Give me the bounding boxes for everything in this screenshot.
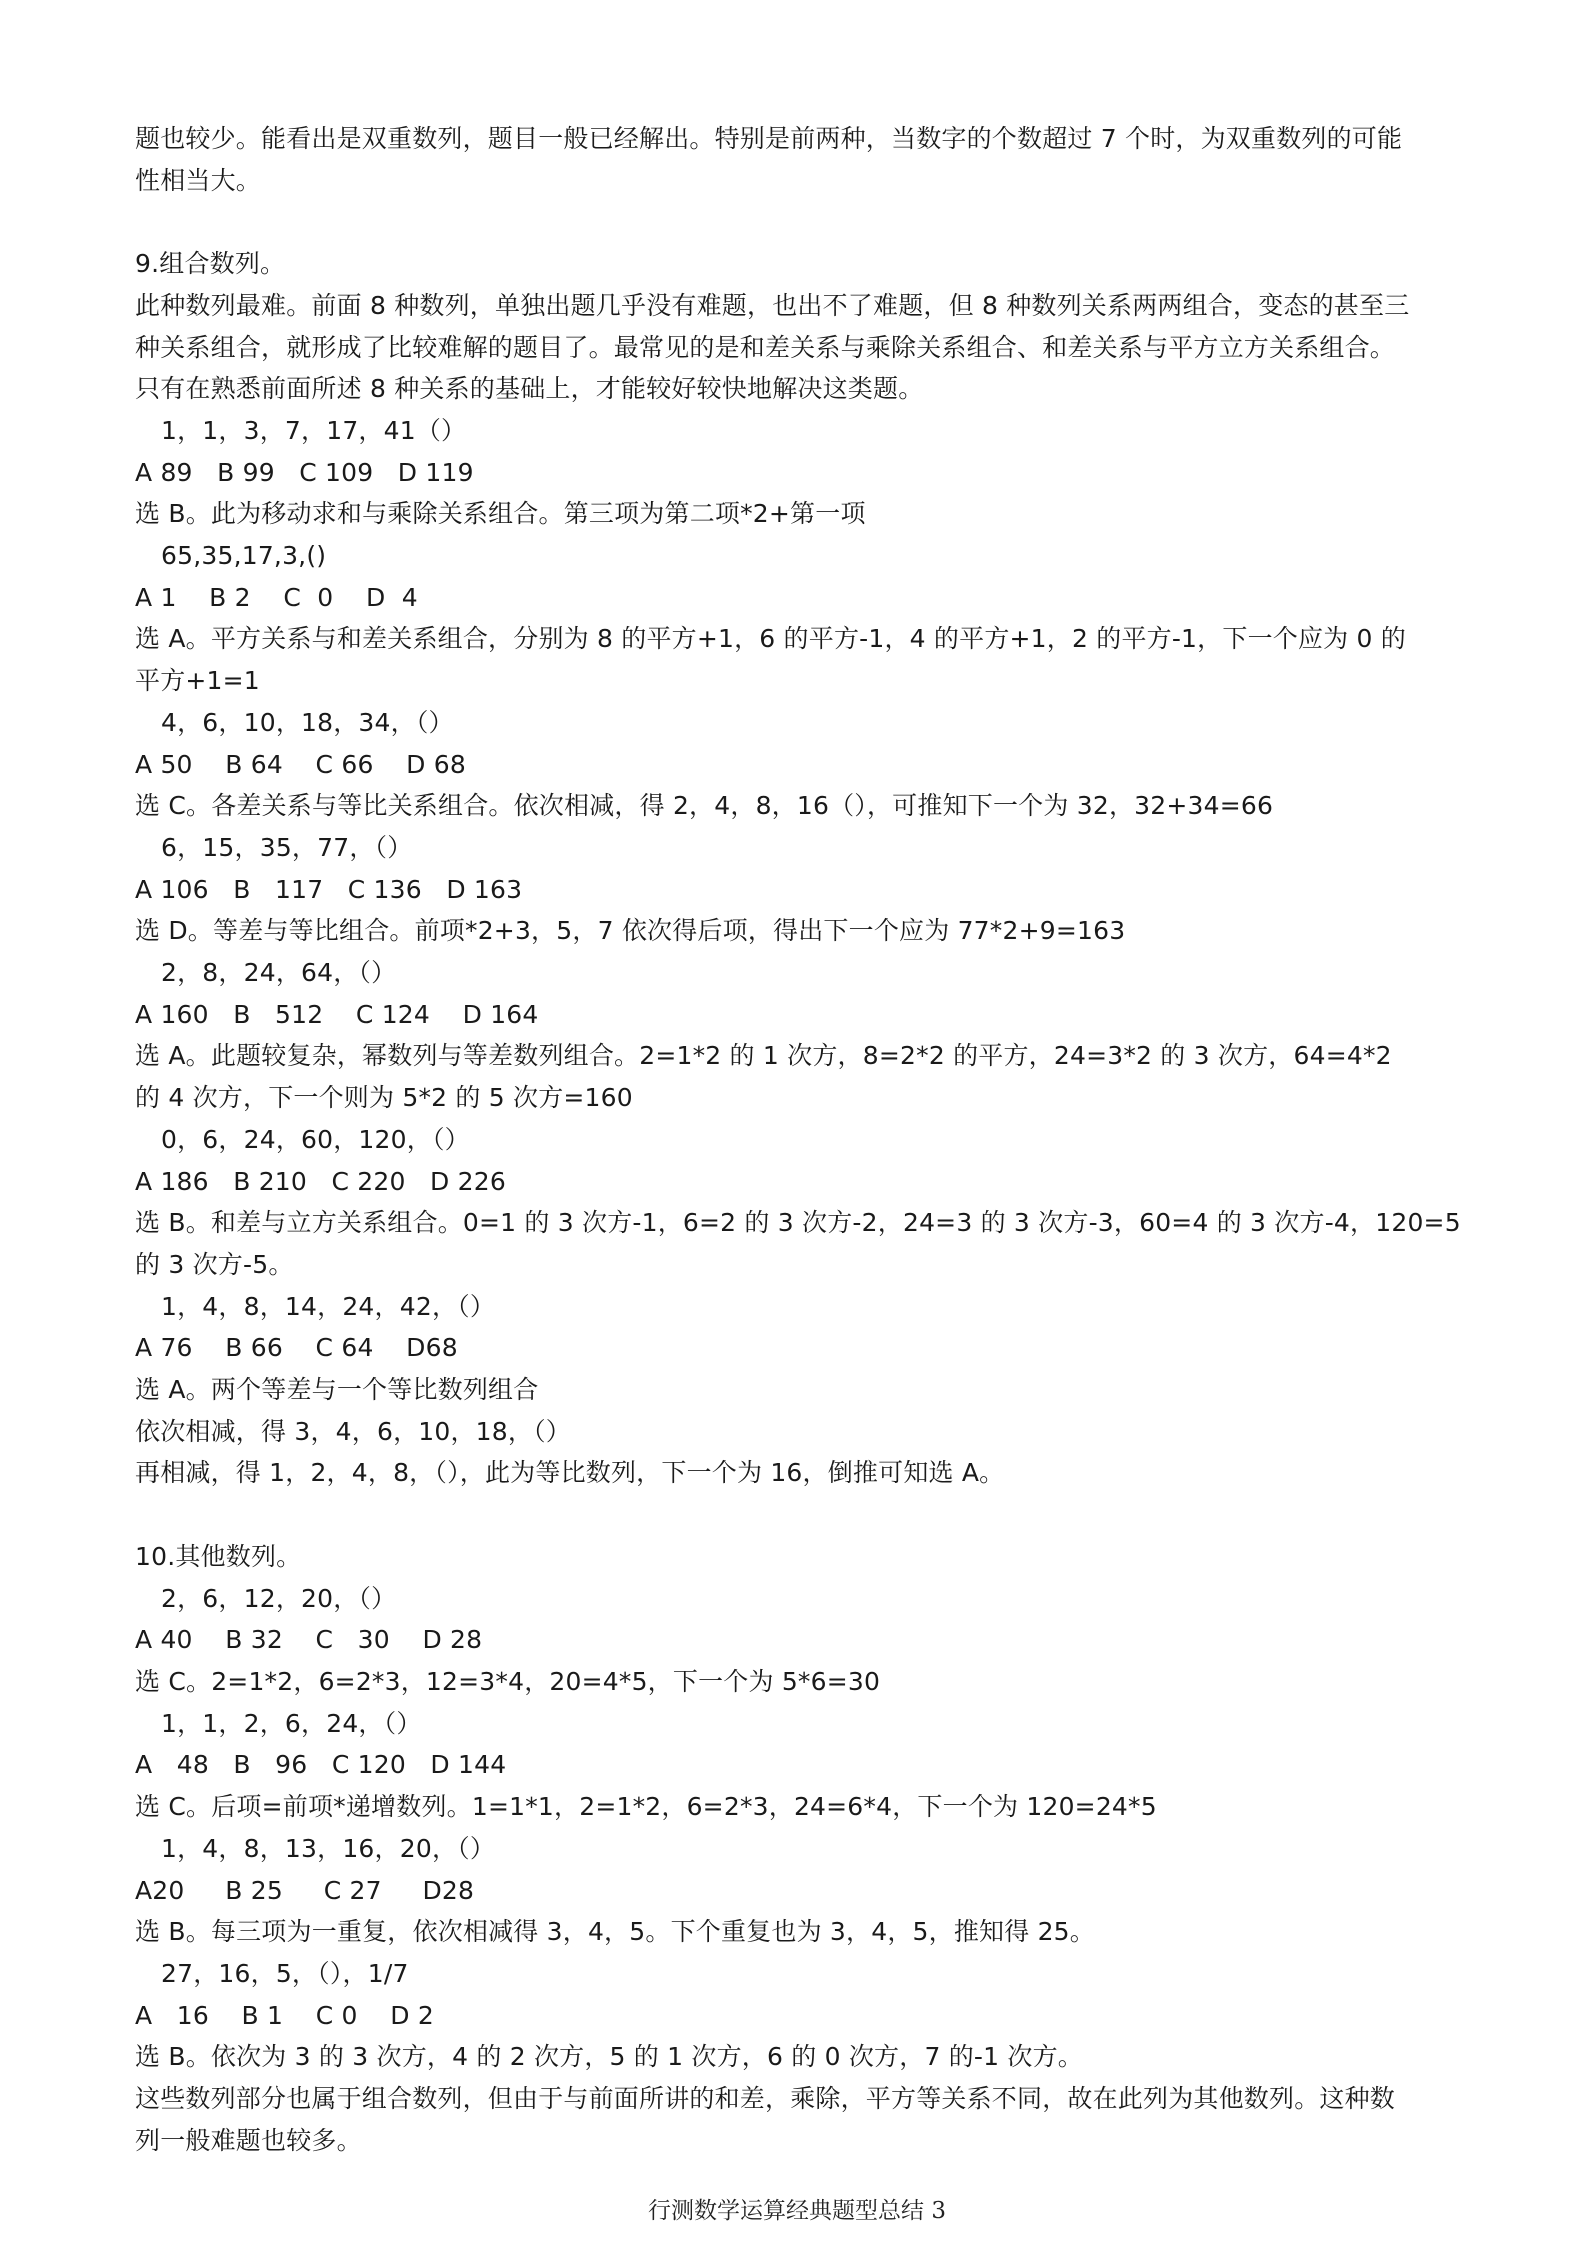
problem-answer: 选 B。每三项为一重复，依次相减得 3，4，5。下个重复也为 3，4，5，推知得 25。	[135, 1917, 1095, 1947]
section-10-problems	[135, 1578, 1475, 2078]
problem-options: A20 B 25 C 27 D28	[135, 1875, 475, 1905]
intro-line-1: 题也较少。能看出是双重数列，题目一般已经解出。特别是前两种，当数字的个数超过 7 个时，为双重数列的可能	[135, 124, 1403, 153]
problem-question: 2，6，12，20，（）	[161, 1583, 397, 1613]
problem-options: A 50 B 64 C 66 D 68	[135, 749, 466, 779]
problem-answer: 的 4 次方，下一个则为 5*2 的 5 次方=160	[135, 1083, 633, 1113]
problem-question: 2，8，24，64，（）	[161, 958, 397, 988]
problem-question: 1，4，8，13，16，20，（）	[161, 1833, 496, 1863]
section-9-problems	[135, 410, 1475, 1494]
problem-question: 4，6，10，18，34，（）	[161, 707, 454, 737]
section-9-heading: 9.组合数列。	[135, 249, 286, 279]
problem-answer: 选 C。后项=前项*递增数列。1=1*1，2=1*2，6=2*3，24=6*4，下一个为 120=24*5	[135, 1792, 1157, 1822]
problem-options: A 106 B 117 C 136 D 163	[135, 874, 523, 904]
problem-options: A 1 B 2 C 0 D 4	[135, 582, 418, 612]
section-10-closing-2: 列一般难题也较多。	[135, 2125, 362, 2155]
document-body	[135, 118, 1475, 2161]
problem-options: A 160 B 512 C 124 D 164	[135, 999, 539, 1029]
blank-line	[135, 201, 1475, 243]
problem-options: A 48 B 96 C 120 D 144	[135, 1750, 507, 1780]
blank-line	[135, 1494, 1475, 1536]
section-9-desc-2: 种关系组合，就形成了比较难解的题目了。最常见的是和差关系与乘除关系组合、和差关系与平方立方关系组合。	[135, 332, 1396, 362]
problem-answer: 选 A。平方关系与和差关系组合，分别为 8 的平方+1，6 的平方-1，4 的平方+1，2 的平方-1，下一个应为 0 的	[135, 624, 1406, 654]
problem-question: 1，1，2，6，24，（）	[161, 1708, 422, 1738]
problem-answer: 选 A。此题较复杂，幂数列与等差数列组合。2=1*2 的 1 次方，8=2*2 的平方，24=3*2 的 3 次方，64=4*2	[135, 1041, 1392, 1071]
problem-answer: 选 B。依次为 3 的 3 次方，4 的 2 次方，5 的 1 次方，6 的 0 次方，7 的-1 次方。	[135, 2042, 1083, 2072]
page-footer: 行测数学运算经典题型总结 3	[648, 2198, 946, 2224]
problem-answer: 依次相减，得 3，4，6，10，18，（）	[135, 1416, 571, 1446]
section-9-desc-1: 此种数列最难。前面 8 种数列，单独出题几乎没有难题，也出不了难题，但 8 种数列关系两两组合，变态的甚至三	[135, 290, 1410, 320]
problem-options: A 40 B 32 C 30 D 28	[135, 1625, 483, 1655]
problem-question: 1，4，8，14，24，42，（）	[161, 1291, 496, 1321]
section-10-heading: 10.其他数列。	[135, 1541, 302, 1571]
problem-answer: 的 3 次方-5。	[135, 1249, 294, 1279]
problem-question: 1，1，3，7，17，41（）	[161, 415, 467, 445]
problem-answer: 再相减，得 1，2，4，8，（），此为等比数列，下一个为 16，倒推可知选 A。	[135, 1458, 1005, 1488]
problem-answer: 选 C。2=1*2，6=2*3，12=3*4，20=4*5，下一个为 5*6=30	[135, 1666, 881, 1696]
problem-answer: 选 D。等差与等比组合。前项*2+3，5，7 依次得后项，得出下一个应为 77*2+9=163	[135, 916, 1126, 946]
problem-answer: 选 B。和差与立方关系组合。0=1 的 3 次方-1，6=2 的 3 次方-2，24=3 的 3 次方-3，60=4 的 3 次方-4，120=5	[135, 1208, 1461, 1238]
problem-question: 6，15，35，77，（）	[161, 832, 413, 862]
problem-options: A 89 B 99 C 109 D 119	[135, 457, 474, 487]
section-10-closing-1: 这些数列部分也属于组合数列，但由于与前面所讲的和差，乘除，平方等关系不同，故在此列为其他数列。这种数	[135, 2084, 1396, 2114]
problem-answer: 平方+1=1	[135, 666, 260, 696]
problem-options: A 76 B 66 C 64 D68	[135, 1333, 458, 1363]
problem-question: 27，16，5，（），1/7	[161, 1958, 409, 1988]
problem-question: 65,35,17,3,()	[161, 541, 327, 571]
problem-options: A 186 B 210 C 220 D 226	[135, 1166, 506, 1196]
intro-line-2: 性相当大。	[135, 165, 262, 195]
problem-options: A 16 B 1 C 0 D 2	[135, 2000, 434, 2030]
problem-question: 0，6，24，60，120，（）	[161, 1124, 470, 1154]
problem-answer: 选 C。各差关系与等比关系组合。依次相减，得 2，4，8，16（），可推知下一个为 32，32+34=66	[135, 791, 1274, 821]
section-9-desc-3: 只有在熟悉前面所述 8 种关系的基础上，才能较好较快地解决这类题。	[135, 374, 924, 404]
problem-answer: 选 B。此为移动求和与乘除关系组合。第三项为第二项*2+第一项	[135, 499, 866, 529]
problem-answer: 选 A。两个等差与一个等比数列组合	[135, 1375, 539, 1405]
